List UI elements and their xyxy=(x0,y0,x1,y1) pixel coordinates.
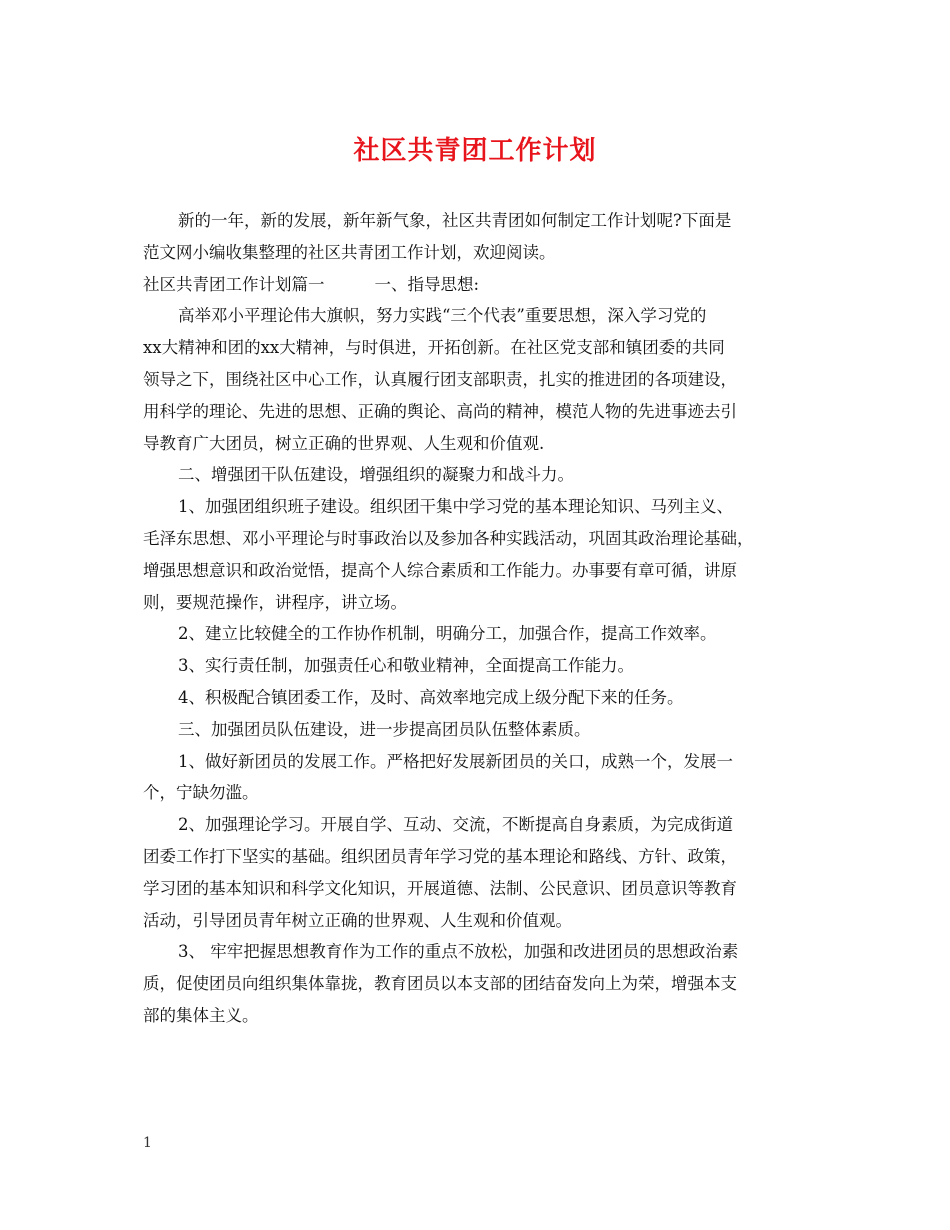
text-line xyxy=(143,809,823,841)
text-line-content: 4、积极配合镇团委工作，及时、高效率地完成上级分配下来的任务。 xyxy=(178,687,684,707)
text-line-content: 1、加强团组织班子建设。组织团干集中学习党的基本理论知识、马列主义、 xyxy=(178,497,733,517)
text-line-content: 2、加强理论学习。开展自学、互动、交流，不断提高自身素质，为完成街道 xyxy=(178,815,733,835)
text-line xyxy=(143,205,823,237)
text-line xyxy=(143,396,823,428)
text-line xyxy=(143,300,823,332)
text-line-content: 2、建立比较健全的工作协作机制，明确分工，加强合作，提高工作效率。 xyxy=(178,624,717,644)
text-line-content: 三、加强团员队伍建设，进一步提高团员队伍整体素质。 xyxy=(178,719,591,739)
text-line xyxy=(143,523,823,555)
text-line xyxy=(143,491,823,523)
text-line-content: 用科学的理论、先进的思想、正确的舆论、高尚的精神，模范人物的先进事迹去引 xyxy=(143,401,737,421)
text-line xyxy=(143,332,823,364)
text-line-content: 新的一年，新的发展，新年新气象，社区共青团如何制定工作计划呢?下面是 xyxy=(178,211,732,230)
text-line xyxy=(143,555,823,587)
text-line-content: 增强思想意识和政治觉悟，提高个人综合素质和工作能力。办事要有章可循，讲原 xyxy=(143,560,737,580)
text-line xyxy=(143,237,823,269)
text-line xyxy=(143,428,823,460)
page-number: 1 xyxy=(143,1135,152,1151)
document-body xyxy=(143,205,823,1032)
text-line-content: 3、实行责任制，加强责任心和敬业精神，全面提高工作能力。 xyxy=(178,656,634,676)
text-line xyxy=(143,587,823,619)
text-line xyxy=(143,1000,823,1032)
text-line xyxy=(143,269,823,301)
text-line-content: 团委工作打下坚实的基础。组织团员青年学习党的基本理论和路线、方针、政策， xyxy=(143,846,737,866)
text-line xyxy=(143,364,823,396)
text-line xyxy=(143,650,823,682)
section-heading: 一、指导思想: xyxy=(374,274,480,294)
text-line xyxy=(143,936,823,968)
text-line-content: 领导之下，围绕社区中心工作，认真履行团支部职责，扎实的推进团的各项建设， xyxy=(143,369,737,389)
text-line-content: 3、 牢牢把握思想教育作为工作的重点不放松，加强和改进团员的思想政治素 xyxy=(178,942,739,962)
text-line xyxy=(143,618,823,650)
text-line-content: 学习团的基本知识和科学文化知识，开展道德、法制、公民意识、团员意识等教育 xyxy=(143,878,737,898)
text-line xyxy=(143,714,823,746)
text-line xyxy=(143,905,823,937)
text-line xyxy=(143,968,823,1000)
text-line-content: 社区共青团工作计划篇一 xyxy=(143,274,325,294)
document-title: 社区共青团工作计划 xyxy=(353,136,597,166)
text-line-content: 毛泽东思想、邓小平理论与时事政治以及参加各种实践活动，巩固其政治理论基础， xyxy=(143,528,754,548)
text-line xyxy=(143,682,823,714)
text-line-content: xx大精神和团的xx大精神，与时俱进，开拓创新。在社区党支部和镇团委的共同 xyxy=(143,338,725,358)
text-line xyxy=(143,777,823,809)
text-line-content: 导教育广大团员，树立正确的世界观、人生观和价值观. xyxy=(143,433,545,453)
text-line-content: 高举邓小平理论伟大旗帜，努力实践“三个代表”重要思想，深入学习党的 xyxy=(178,306,707,326)
text-line xyxy=(143,873,823,905)
text-line-content: 则，要规范操作，讲程序，讲立场。 xyxy=(143,592,407,612)
text-line xyxy=(143,746,823,778)
text-line-content: 1、做好新团员的发展工作。严格把好发展新团员的关口，成熟一个，发展一 xyxy=(178,751,733,771)
text-line-content: 活动，引导团员青年树立正确的世界观、人生观和价值观。 xyxy=(143,910,572,930)
text-line-content: 部的集体主义。 xyxy=(143,1005,259,1025)
text-line-content: 质，促使团员向组织集体靠拢，教育团员以本支部的团结奋发向上为荣，增强本支 xyxy=(143,974,737,994)
text-line xyxy=(143,841,823,873)
text-line xyxy=(143,459,823,491)
text-line-content: 范文网小编收集整理的社区共青团工作计划，欢迎阅读。 xyxy=(143,242,556,262)
text-line-content: 二、增强团干队伍建设，增强组织的凝聚力和战斗力。 xyxy=(178,465,574,485)
text-line-content: 个，宁缺勿滥。 xyxy=(143,783,259,803)
